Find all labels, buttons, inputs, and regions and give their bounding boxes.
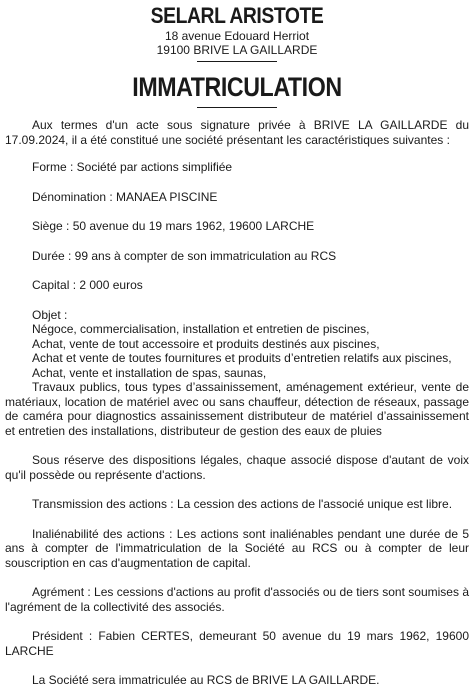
firm-name: SELARL ARISTOTE [150, 3, 324, 28]
objet-long-line: Travaux publics, tous types d’assainissement, aménagement extérieur, vente de matériaux, location de matériel avec ou sans chauffeur, détection de réseaux, passage de caméra pour diagnostics assainissement distributeur de matériel d’assainissement et entretien des installations, distributeur de gestion des eaux de pluies [5, 380, 469, 438]
field-duree: Durée : 99 ans à compter de son immatriculation au RCS [32, 248, 337, 263]
paragraph-president: Président : Fabien CERTES, demeurant 50 avenue du 19 mars 1962, 19600 LARCHE [5, 629, 469, 658]
firm-address-line2: 19100 BRIVE LA GAILLARDE [156, 43, 318, 57]
paragraph-transmission: Transmission des actions : La cession des actions de l'associé unique est libre. [32, 497, 453, 511]
notice-body [5, 118, 469, 688]
objet-label: Objet : [32, 307, 68, 322]
field-denomination: Dénomination : MANAEA PISCINE [32, 189, 218, 204]
field-forme: Forme : Société par actions simplifiée [32, 160, 233, 174]
paragraph-agrement: Agrément : Les cessions d'actions au profit d'associés ou de tiers sont soumises à l'agrément de la collectivité des associés. [5, 585, 469, 614]
objet-line: Achat, vente de tout accessoire et produits destinés aux piscines, [32, 336, 380, 351]
objet-line: Achat, vente et installation de spas, saunas, [32, 365, 267, 380]
firm-address-line1: 18 avenue Edouard Herriot [164, 29, 310, 43]
title-divider [197, 107, 277, 108]
paragraph-inalienabilite: Inaliénabilité des actions : Les actions sont inaliénables pendant une durée de 5 ans à compter de l'immatriculation de la Société au RCS ou à compter de leur souscription en cas d'augmentation de capital. [5, 526, 469, 570]
header-divider [197, 61, 277, 62]
intro-paragraph: Aux termes d'un acte sous signature privée à BRIVE LA GAILLARDE du 17.09.2024, il a été constitué une société présentant les caractéristiques suivantes : [5, 118, 469, 147]
objet-line: Négoce, commercialisation, installation et entretien de piscines, [32, 322, 370, 336]
paragraph-rcs: La Société sera immatriculée au RCS de BRIVE LA GAILLARDE. [32, 673, 380, 687]
field-siege: Siège : 50 avenue du 19 mars 1962, 19600 LARCHE [32, 219, 315, 233]
objet-line: Achat et vente de toutes fournitures et produits d’entretien relatifs aux piscines, [32, 351, 452, 365]
notice-title: IMMATRICULATION [132, 72, 342, 102]
field-capital: Capital : 2 000 euros [32, 278, 143, 292]
paragraph-voix: Sous réserve des dispositions légales, chaque associé dispose d'autant de voix qu'il possède ou représente d'actions. [5, 453, 469, 482]
